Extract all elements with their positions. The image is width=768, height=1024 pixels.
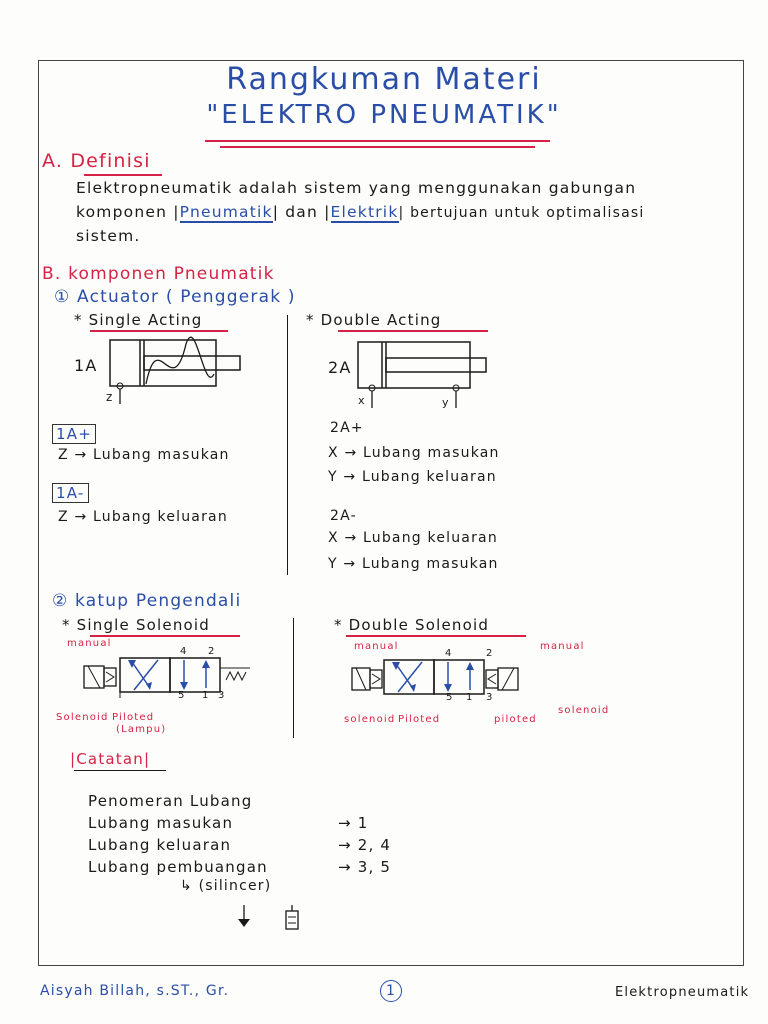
single-solenoid-valve-diagram: [80, 654, 260, 704]
double-piloted-left-label: Piloted: [398, 714, 441, 725]
section-a-underline: [84, 174, 162, 176]
double-port-1: 1: [466, 692, 474, 703]
single-acting-cylinder-diagram: [100, 334, 250, 414]
single-acting-title: * Single Acting: [74, 311, 203, 329]
title-line-2: "ELEKTRO PNEUMATIK": [206, 100, 562, 130]
single-port-3: 3: [218, 690, 226, 701]
definition-line-3: sistem.: [76, 227, 141, 245]
keyword-pneumatik: Pneumatik: [179, 203, 273, 221]
single-port-5: 5: [178, 690, 186, 701]
double-solenoid-valve-diagram: [350, 656, 540, 702]
single-piloted-label: Piloted: [112, 712, 155, 723]
single-plus-line: Z → Lubang masukan: [58, 447, 230, 463]
double-solenoid-title: * Double Solenoid: [334, 616, 490, 634]
single-acting-port-z: z: [106, 390, 114, 404]
double-manual-left-label: manual: [354, 641, 399, 652]
catatan-row-value: → 2, 4: [338, 836, 392, 854]
single-plus-label: 1A+: [52, 424, 96, 444]
single-acting-underline: [90, 330, 228, 332]
katup-heading: ② katup Pengendali: [52, 591, 242, 611]
single-solenoid-underline: [90, 635, 240, 637]
double-plus-x: X → Lubang masukan: [328, 445, 500, 461]
double-acting-cylinder-diagram: [352, 336, 502, 416]
title-line-1: Rangkuman Materi: [226, 62, 542, 97]
double-piloted-right-label: piloted: [494, 714, 537, 725]
double-acting-underline: [338, 330, 488, 332]
double-manual-right-label: manual: [540, 641, 585, 652]
double-solenoid-left-label: solenoid: [344, 714, 396, 725]
single-solenoid-title: * Single Solenoid: [62, 616, 211, 634]
catatan-row-label: Penomeran Lubang: [88, 792, 253, 810]
exhaust-symbols: [236, 905, 316, 935]
section-b-heading: B. komponen Pneumatik: [42, 264, 275, 284]
double-minus-y: Y → Lubang masukan: [328, 556, 499, 572]
single-acting-label: 1A: [74, 356, 98, 375]
catatan-row-label: Lubang pembuangan: [88, 858, 268, 876]
section-a-heading: A. Definisi: [42, 150, 151, 172]
single-minus-line: Z → Lubang keluaran: [58, 509, 228, 525]
definition-line-2-start: komponen |: [76, 203, 180, 221]
keyword-elektrik: Elektrik: [330, 203, 399, 221]
catatan-heading: |Catatan|: [70, 750, 151, 768]
double-port-3: 3: [486, 692, 494, 703]
catatan-underline: [74, 770, 166, 771]
double-minus-x: X → Lubang keluaran: [328, 530, 498, 546]
double-acting-label: 2A: [328, 358, 352, 377]
footer-author: Aisyah Billah, s.ST., Gr.: [40, 983, 230, 999]
catatan-row-label: Lubang masukan: [88, 814, 234, 832]
single-port-2: 2: [208, 646, 216, 657]
catatan-row-value: → 1: [338, 814, 369, 832]
title-underline-2: [220, 146, 535, 148]
single-port-4: 4: [180, 646, 188, 657]
double-solenoid-underline: [346, 635, 526, 637]
double-port-2: 2: [486, 648, 494, 659]
actuator-divider: [287, 315, 288, 575]
definition-line-2: [76, 203, 645, 221]
actuator-heading: ① Actuator ( Penggerak ): [54, 287, 296, 307]
double-plus-y: Y → Lubang keluaran: [328, 469, 497, 485]
definition-line-2-mid: | dan |: [272, 203, 331, 221]
double-acting-title: * Double Acting: [306, 311, 442, 329]
double-acting-port-x: x: [358, 394, 366, 407]
single-manual-label: manual: [67, 638, 112, 649]
definition-line-2-end: | bertujuan untuk optimalisasi: [398, 205, 645, 221]
catatan-row-value: → 3, 5: [338, 858, 392, 876]
double-acting-port-y: y: [442, 396, 450, 409]
footer-page-number: 1: [380, 980, 402, 1002]
double-port-4: 4: [445, 648, 453, 659]
double-plus-label: 2A+: [330, 420, 364, 436]
double-port-5: 5: [446, 692, 454, 703]
catatan-row-label: Lubang keluaran: [88, 836, 232, 854]
footer-subject: Elektropneumatik: [615, 985, 750, 1000]
single-solenoid-label: Solenoid: [56, 712, 109, 723]
single-port-1: 1: [202, 690, 210, 701]
double-minus-label: 2A-: [330, 508, 357, 524]
title-underline-1: [205, 140, 550, 142]
definition-line-1: Elektropneumatik adalah sistem yang menggunakan gabungan: [76, 179, 637, 197]
single-lampu-label: (Lampu): [116, 724, 167, 735]
double-solenoid-right-label: solenoid: [558, 705, 610, 716]
katup-divider: [293, 618, 294, 738]
single-minus-label: 1A-: [52, 483, 89, 503]
silincer-note: ↳ (silincer): [180, 878, 272, 894]
